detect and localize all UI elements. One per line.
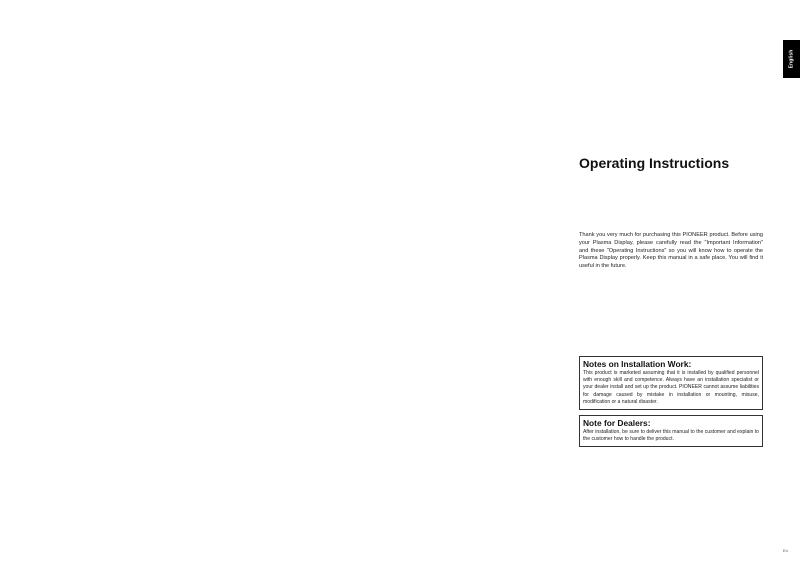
- language-tab-label: English: [788, 49, 795, 69]
- page-title: Operating Instructions: [579, 155, 730, 171]
- intro-paragraph: Thank you very much for purchasing this PIONEER product. Before using your Plasma Display, please carefully read the "Important Information" and these "Operating Instructions" so you will know how to operate the Plasma Display properly. Keep this manual in a safe place. You will find it useful in the future.: [579, 232, 763, 270]
- note-for-dealers-body: After installation, be sure to deliver this manual to the customer and explain to the customer how to handle the product.: [583, 429, 759, 443]
- note-for-dealers-heading: Note for Dealers:: [583, 418, 651, 428]
- notes-on-installation-box: [579, 356, 763, 410]
- language-tab: [783, 40, 800, 78]
- page-number: En: [783, 548, 788, 553]
- notes-on-installation-heading: Notes on Installation Work:: [583, 359, 692, 369]
- note-for-dealers-box: [579, 415, 763, 447]
- notes-on-installation-body: This product is marketed assuming that it is installed by qualified personnel with enough skill and competence. Always have an installation specialist or your dealer install and set up the product. PIONEER cannot assume liabilities for damage caused by mistake in installation or mounting, misuse, modification or a natural disaster.: [583, 370, 759, 405]
